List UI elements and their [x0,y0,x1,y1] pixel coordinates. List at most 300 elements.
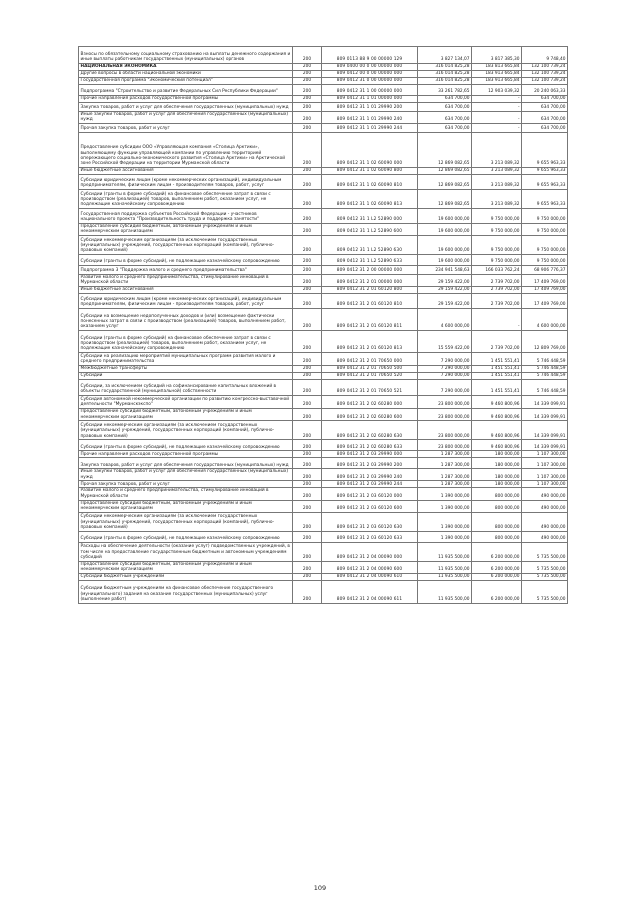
cell-remaining-amount: 9 750 000,00 [522,236,568,255]
cell-name: НАЦИОНАЛЬНАЯ ЭКОНОМИКА [79,64,293,71]
cell-name: Предоставление субсидии ООО «Управляющая компания «Столица Арктики», выполняющему функции управляющей компании по управлению территорией опережающего социально-экономического развития «Столица Арктики» на Арктической зоне Российской Федерации на территории Мурманской области [79,133,293,168]
cell-budget-code: 809 0412 31 2 01 60120 800 [322,287,418,294]
cell-approved-amount: 29 159 422,00 [418,294,472,309]
cell-budget-code: 809 0412 31 1 L2 52890 600 [322,224,418,236]
cell-budget-code: 809 0412 31 2 02 60280 000 [322,396,418,409]
cell-adm-code: 200 [293,309,322,331]
cell-budget-code: 809 0412 31 2 03 29990 244 [322,481,418,488]
table-row [79,396,568,409]
cell-executed-amount: 6 200 000,00 [472,573,522,580]
page-number: 109 [313,884,327,892]
cell-adm-code: 200 [293,64,322,71]
cell-budget-code: 809 0412 31 1 01 29990 200 [322,103,418,112]
cell-executed-amount: 3 213 089,32 [472,190,522,209]
cell-executed-amount: 1 451 551,41 [472,353,522,366]
table-row [79,133,568,168]
cell-remaining-amount: 9 750 000,00 [522,209,568,224]
cell-executed-amount: 2 739 702,00 [472,331,522,353]
cell-remaining-amount: 1 107 300,00 [522,451,568,458]
cell-adm-code: 200 [293,224,322,236]
cell-approved-amount: 634 700,00 [418,112,472,124]
cell-name: Подпрограмма "Строительство и развитие Федеральных Сил Республики Федерации" [79,85,293,96]
table-row [79,209,568,224]
cell-remaining-amount: 5 735 500,00 [522,542,568,561]
table-row [79,500,568,512]
cell-budget-code: 809 0412 31 2 01 60120 813 [322,331,418,353]
budget-table-container [78,46,567,604]
cell-executed-amount: 800 000,00 [472,531,522,542]
cell-executed-amount: 9 750 000,00 [472,236,522,255]
cell-budget-code: 809 0412 31 1 00 00000 000 [322,85,418,96]
table-row [79,469,568,481]
cell-adm-code: 200 [293,331,322,353]
table-row [79,409,568,421]
cell-remaining-amount: 9 655 963,33 [522,168,568,175]
cell-budget-code: 809 0113 88 9 00 00000 129 [322,47,418,64]
cell-executed-amount: 2 739 702,00 [472,287,522,294]
cell-approved-amount: 19 600 000,00 [418,255,472,266]
cell-approved-amount: 19 600 000,00 [418,236,472,255]
cell-approved-amount: 12 869 082,65 [418,190,472,209]
cell-name: Другие вопросы в области национальной экономики [79,71,293,78]
cell-name: Прочие направления расходов государственной программы [79,96,293,103]
table-row [79,255,568,266]
cell-budget-code: 809 0412 31 0 00 00000 000 [322,78,418,85]
cell-remaining-amount: 132 100 739,24 [522,64,568,71]
cell-name: Предоставление субсидий бюджетным, автономным учреждениям и иным некоммерческим организациям [79,409,293,421]
cell-approved-amount: 634 700,00 [418,103,472,112]
table-row [79,561,568,573]
cell-name: Субсидии бюджетным учреждениям на финансовое обеспечение государственного (муниципального) задания на оказание государственных (муниципальных) услуг (выполнение работ) [79,580,293,603]
cell-name: Субсидии некоммерческим организациям (за исключением государственных (муниципальных) учреждений, государственных корпораций (компаний), публично-правовых компаний) [79,421,293,440]
cell-budget-code: 809 0412 31 2 04 00090 600 [322,561,418,573]
cell-executed-amount: - [472,103,522,112]
table-row [79,573,568,580]
cell-executed-amount: - [472,309,522,331]
cell-name: Предоставление субсидий бюджетным, автономным учреждениям и иным некоммерческим организациям [79,500,293,512]
cell-adm-code: 200 [293,353,322,366]
cell-adm-code: 200 [293,236,322,255]
table-row [79,512,568,531]
cell-executed-amount: 183 913 665,84 [472,78,522,85]
cell-adm-code: 200 [293,112,322,124]
table-row [79,353,568,366]
cell-remaining-amount: 17 409 769,00 [522,275,568,287]
cell-name: Субсидии [79,373,293,380]
cell-approved-amount: 7 290 000,00 [418,380,472,396]
table-row [79,275,568,287]
table-row [79,112,568,124]
cell-approved-amount: 11 935 500,00 [418,542,472,561]
cell-budget-code: 809 0412 31 1 01 00000 000 [322,96,418,103]
cell-name: Взносы по обязательному социальному страхованию на выплаты денежного содержания и иные выплаты работникам государственных (муниципальных) органов [79,47,293,64]
cell-remaining-amount: 5 735 500,00 [522,573,568,580]
table-row [79,175,568,190]
cell-name: Иные закупки товаров, работ и услуг для обеспечения государственных (муниципальных) нужд [79,469,293,481]
cell-executed-amount: 183 813 665,84 [472,64,522,71]
cell-executed-amount: 9 750 000,00 [472,224,522,236]
cell-budget-code: 809 0412 31 2 01 70650 000 [322,353,418,366]
cell-remaining-amount: 634 700,00 [522,96,568,103]
cell-name: Субсидии (гранты в форме субсидий) на финансовое обеспечение затрат в связи с производством (реализацией) товаров, выполнением работ, оказанием услуг, не подлежащие казначейскому сопровождению [79,331,293,353]
cell-approved-amount: 29 159 422,00 [418,275,472,287]
cell-budget-code: 809 0412 31 2 04 00090 000 [322,542,418,561]
cell-approved-amount: 1 390 000,00 [418,512,472,531]
cell-name: Субсидии некоммерческим организациям (за исключением государственных (муниципальных) учреждений, государственных корпораций (компаний), публично-правовых компаний) [79,236,293,255]
cell-budget-code: 809 0412 31 2 02 60280 600 [322,409,418,421]
cell-approved-amount: 634 700,00 [418,96,472,103]
cell-budget-code: 809 0400 00 0 00 00000 000 [322,64,418,71]
cell-adm-code: 200 [293,531,322,542]
cell-executed-amount: 6 200 000,00 [472,580,522,603]
table-row [79,287,568,294]
cell-approved-amount: 1 287 300,00 [418,451,472,458]
cell-name: Расходы на обеспечение деятельности (оказание услуг) подведомственных учреждений, в том числе на предоставление государственным бюджетным и автономным учреждениям субсидий [79,542,293,561]
table-body [79,47,568,604]
cell-remaining-amount: 20 240 063,33 [522,85,568,96]
cell-approved-amount: 23 800 000,00 [418,409,472,421]
cell-adm-code: 200 [293,573,322,580]
cell-name: Развитие малого и среднего предпринимательства, стимулирование инноваций в Мурманской области [79,275,293,287]
cell-name: Субсидии бюджетным учреждениям [79,573,293,580]
cell-budget-code: 809 0412 31 2 03 60120 630 [322,512,418,531]
cell-adm-code: 200 [293,96,322,103]
cell-name: Предоставление субсидий бюджетным, автономным учреждениям и иным некоммерческим организациям [79,224,293,236]
cell-approved-amount: 1 287 300,00 [418,458,472,469]
cell-adm-code: 200 [293,47,322,64]
cell-approved-amount: 23 800 000,00 [418,396,472,409]
cell-executed-amount: 800 000,00 [472,500,522,512]
table-row [79,542,568,561]
cell-name: Субсидия автономной некоммерческой организации по развитию конгрессно-выставочной деятельности "Мурманскэкспо" [79,396,293,409]
cell-remaining-amount: 9 655 963,33 [522,190,568,209]
cell-name: Субсидии (гранты в форме субсидий), не подлежащие казначейскому сопровождению [79,255,293,266]
cell-executed-amount: 9 750 000,00 [472,209,522,224]
cell-budget-code: 809 0412 31 2 00 00000 000 [322,266,418,275]
cell-remaining-amount: 132 100 739,24 [522,71,568,78]
cell-executed-amount: 9 460 800,96 [472,409,522,421]
table-row [79,96,568,103]
cell-adm-code: 200 [293,133,322,168]
cell-adm-code: 200 [293,168,322,175]
cell-executed-amount: 6 200 000,00 [472,542,522,561]
cell-executed-amount: 9 460 800,96 [472,396,522,409]
table-row [79,294,568,309]
cell-budget-code: 809 0412 31 1 L2 52890 000 [322,209,418,224]
cell-remaining-amount: 14 339 099,91 [522,409,568,421]
table-row [79,236,568,255]
cell-remaining-amount: 634 700,00 [522,112,568,124]
cell-name: Развитие малого и среднего предпринимательства, стимулирование инноваций в Мурманской области [79,488,293,500]
cell-remaining-amount: 17 409 769,00 [522,294,568,309]
table-row [79,78,568,85]
cell-approved-amount: 1 390 000,00 [418,531,472,542]
table-row [79,380,568,396]
cell-remaining-amount: 490 000,00 [522,512,568,531]
cell-approved-amount: 12 869 082,65 [418,175,472,190]
cell-budget-code: 809 0412 31 2 01 60120 811 [322,309,418,331]
cell-name: Закупка товаров, работ и услуг для обеспечения государственных (муниципальных) нужд [79,103,293,112]
cell-adm-code: 200 [293,409,322,421]
cell-name: Субсидии (гранты в форме субсидий), не подлежащие казначейскому сопровождению [79,440,293,451]
cell-executed-amount: 9 460 800,96 [472,421,522,440]
cell-approved-amount: 12 869 082,65 [418,133,472,168]
cell-executed-amount: 166 033 762,24 [472,266,522,275]
cell-name: Субсидии (гранты в форме субсидий), не подлежащие казначейскому сопровождению [79,531,293,542]
cell-budget-code: 809 0412 31 1 01 29990 244 [322,124,418,133]
table-row [79,266,568,275]
cell-approved-amount: 1 287 300,00 [418,481,472,488]
cell-budget-code: 809 0412 31 2 01 70650 500 [322,366,418,373]
cell-budget-code: 809 0412 31 2 02 60280 630 [322,421,418,440]
cell-remaining-amount: 1 107 300,00 [522,469,568,481]
table-row [79,580,568,603]
cell-approved-amount: 23 800 000,00 [418,421,472,440]
cell-remaining-amount: 12 809 769,00 [522,331,568,353]
cell-name: Субсидии (гранты в форме субсидий) на финансовое обеспечение затрат в связи с производством (реализацией) товаров, выполнением работ, оказанием услуг, не подлежащие казначейскому сопровождению [79,190,293,209]
table-row [79,64,568,71]
cell-budget-code: 809 0412 31 2 01 70650 520 [322,373,418,380]
cell-remaining-amount: 9 750 000,00 [522,255,568,266]
cell-budget-code: 809 0412 31 1 02 60090 000 [322,133,418,168]
cell-name: Межбюджетные трансферты [79,366,293,373]
cell-approved-amount: 316 014 825,28 [418,64,472,71]
cell-remaining-amount: 5 735 500,00 [522,561,568,573]
cell-executed-amount: 3 213 089,32 [472,168,522,175]
cell-adm-code: 200 [293,366,322,373]
cell-approved-amount: 33 261 782,65 [418,85,472,96]
cell-approved-amount: 316 014 825,28 [418,71,472,78]
cell-name: Прочая закупка товаров, работ и услуг [79,124,293,133]
cell-budget-code: 809 0412 31 1 L2 52890 633 [322,255,418,266]
table-row [79,190,568,209]
cell-name: Государственная программа "Экономический потенциал" [79,78,293,85]
cell-adm-code: 200 [293,421,322,440]
cell-executed-amount: - [472,96,522,103]
cell-adm-code: 200 [293,451,322,458]
cell-remaining-amount: 9 655 963,33 [522,133,568,168]
cell-executed-amount: 1 451 551,41 [472,366,522,373]
cell-executed-amount: 180 000,00 [472,469,522,481]
cell-executed-amount: 1 451 551,41 [472,373,522,380]
cell-executed-amount: 800 000,00 [472,488,522,500]
table-row [79,331,568,353]
cell-adm-code: 200 [293,294,322,309]
table-row [79,85,568,96]
cell-budget-code: 809 0412 31 2 01 00000 000 [322,275,418,287]
cell-budget-code: 809 0412 31 2 03 60120 000 [322,488,418,500]
cell-remaining-amount: 5 735 500,00 [522,580,568,603]
cell-executed-amount: 2 739 702,00 [472,294,522,309]
cell-approved-amount: 11 935 500,00 [418,561,472,573]
cell-approved-amount: 15 559 422,00 [418,331,472,353]
budget-execution-table [78,46,568,604]
cell-executed-amount: 6 200 000,00 [472,561,522,573]
cell-executed-amount: 180 000,00 [472,458,522,469]
cell-budget-code: 809 0412 31 1 02 60090 813 [322,190,418,209]
cell-name: Иные закупки товаров, работ и услуг для обеспечения государственных (муниципальных) нужд [79,112,293,124]
cell-name: Государственная поддержка субъектов Российской Федерации - участников национального проекта "Производительность труда и поддержка занятости" [79,209,293,224]
cell-remaining-amount: 5 746 448,59 [522,366,568,373]
cell-remaining-amount: 5 746 448,59 [522,353,568,366]
cell-adm-code: 200 [293,190,322,209]
table-row [79,458,568,469]
cell-name: Субсидии юридическим лицам (кроме некоммерческих организаций), индивидуальным предпринимателям, физическим лицам - производителям товаров, работ, услуг [79,294,293,309]
cell-remaining-amount: 490 000,00 [522,488,568,500]
table-row [79,309,568,331]
table-row [79,451,568,458]
cell-remaining-amount: 1 107 300,00 [522,458,568,469]
cell-remaining-amount: 132 100 739,24 [522,78,568,85]
cell-approved-amount: 1 390 000,00 [418,488,472,500]
cell-budget-code: 809 0412 31 2 04 00090 611 [322,580,418,603]
cell-adm-code: 200 [293,458,322,469]
cell-executed-amount: 180 000,00 [472,481,522,488]
cell-name: Субсидии, за исключением субсидий на софинансирование капитальных вложений в объекты государственной (муниципальной) собственности [79,380,293,396]
cell-remaining-amount: 17 409 769,00 [522,287,568,294]
cell-approved-amount: 23 800 000,00 [418,440,472,451]
cell-approved-amount: 7 290 000,00 [418,373,472,380]
cell-name: Подпрограмма 3 "Поддержка малого и среднего предпринимательства" [79,266,293,275]
cell-adm-code: 200 [293,580,322,603]
cell-adm-code: 200 [293,500,322,512]
table-row [79,124,568,133]
cell-budget-code: 809 0412 31 2 03 60120 633 [322,531,418,542]
cell-approved-amount: 7 290 000,00 [418,366,472,373]
cell-name: Субсидии некоммерческим организациям (за исключением государственных (муниципальных) учреждений, государственных корпораций (компаний), публично-правовых компаний) [79,512,293,531]
cell-remaining-amount: 490 000,00 [522,500,568,512]
cell-adm-code: 200 [293,275,322,287]
table-row [79,103,568,112]
cell-remaining-amount: 5 746 448,59 [522,373,568,380]
table-row [79,488,568,500]
cell-adm-code: 200 [293,396,322,409]
cell-executed-amount: 9 460 800,96 [472,440,522,451]
cell-name: Субсидии на реализацию мероприятий муниципальных программ развития малого и среднего предпринимательства [79,353,293,366]
table-row [79,421,568,440]
cell-remaining-amount: 14 339 099,91 [522,440,568,451]
cell-name: Предоставление субсидий бюджетным, автономным учреждениям и иным некоммерческим организациям [79,561,293,573]
cell-budget-code: 809 0412 31 1 L2 52890 630 [322,236,418,255]
cell-remaining-amount: 1 107 300,00 [522,481,568,488]
cell-remaining-amount: 9 748,40 [522,47,568,64]
cell-approved-amount: 7 290 000,00 [418,353,472,366]
cell-name: Иные бюджетные ассигнования [79,287,293,294]
table-row [79,366,568,373]
cell-executed-amount: 9 750 000,00 [472,255,522,266]
cell-executed-amount: 3 213 089,32 [472,175,522,190]
cell-remaining-amount: 14 339 099,91 [522,421,568,440]
cell-adm-code: 200 [293,561,322,573]
cell-budget-code: 809 0412 31 2 02 60280 633 [322,440,418,451]
cell-name: Закупка товаров, работ и услуг для обеспечения государственных (муниципальных) нужд [79,458,293,469]
table-row [79,224,568,236]
cell-executed-amount: - [472,124,522,133]
cell-budget-code: 809 0412 31 2 01 60120 810 [322,294,418,309]
cell-name: Субсидии юридическим лицам (кроме некоммерческих организаций), индивидуальным предпринимателям, физическим лицам - производителям товаров, работ, услуг [79,175,293,190]
cell-approved-amount: 1 390 000,00 [418,500,472,512]
cell-remaining-amount: 4 600 000,00 [522,309,568,331]
cell-remaining-amount: 9 750 000,00 [522,224,568,236]
cell-budget-code: 809 0412 31 2 03 29990 000 [322,451,418,458]
cell-approved-amount: 4 600 000,00 [418,309,472,331]
cell-name: Субсидии на возмещение недополученных доходов и (или) возмещение фактически понесенных затрат в связи с производством (реализацией) товаров, выполнением работ, оказанием услуг [79,309,293,331]
cell-budget-code: 809 0412 31 2 03 60120 600 [322,500,418,512]
table-row [79,71,568,78]
cell-approved-amount: 11 935 500,00 [418,580,472,603]
cell-approved-amount: 316 014 825,28 [418,78,472,85]
cell-adm-code: 200 [293,71,322,78]
cell-executed-amount: 2 739 702,00 [472,275,522,287]
cell-budget-code: 809 0412 31 1 02 60090 800 [322,168,418,175]
cell-approved-amount: 11 935 500,00 [418,573,472,580]
cell-adm-code: 200 [293,469,322,481]
cell-remaining-amount: 9 655 963,33 [522,175,568,190]
cell-budget-code: 809 0412 00 0 00 00000 000 [322,71,418,78]
cell-budget-code: 809 0412 31 2 03 29990 200 [322,458,418,469]
cell-remaining-amount: 14 339 099,91 [522,396,568,409]
cell-approved-amount: 634 700,00 [418,124,472,133]
cell-remaining-amount: 634 700,00 [522,103,568,112]
cell-adm-code: 200 [293,209,322,224]
cell-executed-amount: 12 903 039,32 [472,85,522,96]
cell-approved-amount: 29 159 422,00 [418,287,472,294]
cell-budget-code: 809 0412 31 2 03 29990 240 [322,469,418,481]
cell-remaining-amount: 5 746 448,59 [522,380,568,396]
cell-adm-code: 200 [293,542,322,561]
table-row [79,481,568,488]
cell-executed-amount: - [472,112,522,124]
cell-name: Прочие направления расходов государственной программы [79,451,293,458]
cell-adm-code: 200 [293,266,322,275]
cell-adm-code: 200 [293,380,322,396]
cell-adm-code: 200 [293,175,322,190]
cell-adm-code: 200 [293,481,322,488]
cell-adm-code: 200 [293,103,322,112]
cell-executed-amount: 183 913 665,84 [472,71,522,78]
cell-name: Прочая закупка товаров, работ и услуг [79,481,293,488]
cell-remaining-amount: 634 700,00 [522,124,568,133]
cell-adm-code: 200 [293,373,322,380]
cell-approved-amount: 1 287 300,00 [418,469,472,481]
table-row [79,531,568,542]
cell-adm-code: 200 [293,85,322,96]
cell-adm-code: 200 [293,255,322,266]
table-row [79,168,568,175]
cell-adm-code: 200 [293,512,322,531]
cell-approved-amount: 12 869 082,65 [418,168,472,175]
table-row [79,440,568,451]
table-row [79,373,568,380]
cell-approved-amount: 234 941 548,63 [418,266,472,275]
cell-budget-code: 809 0412 31 2 04 00090 610 [322,573,418,580]
cell-budget-code: 809 0412 31 1 02 60090 810 [322,175,418,190]
cell-approved-amount: 19 600 000,00 [418,224,472,236]
cell-adm-code: 200 [293,78,322,85]
cell-executed-amount: 3 817 385,30 [472,47,522,64]
cell-executed-amount: 180 000,00 [472,451,522,458]
cell-executed-amount: 3 213 089,32 [472,133,522,168]
cell-adm-code: 200 [293,488,322,500]
cell-budget-code: 809 0412 31 1 01 29990 240 [322,112,418,124]
cell-remaining-amount: 490 000,00 [522,531,568,542]
cell-adm-code: 200 [293,440,322,451]
cell-executed-amount: 1 451 551,41 [472,380,522,396]
cell-approved-amount: 3 827 134,07 [418,47,472,64]
cell-remaining-amount: 68 906 776,37 [522,266,568,275]
cell-adm-code: 200 [293,124,322,133]
table-row [79,47,568,64]
